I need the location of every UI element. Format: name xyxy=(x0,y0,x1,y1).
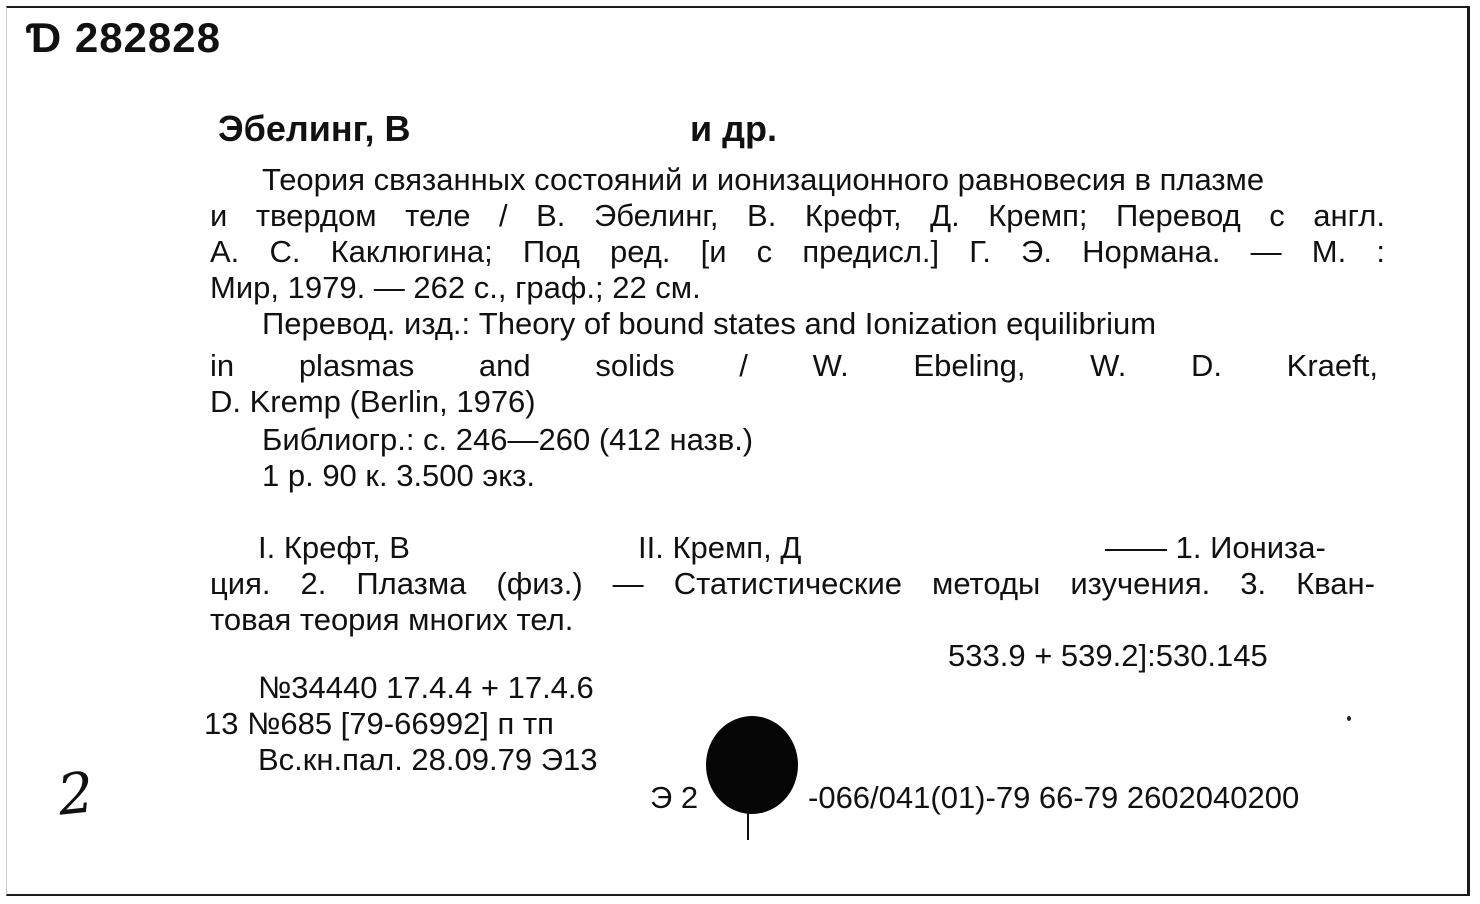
title-line-3: А. С. Каклюгина; Под ред. [и с предисл.] Г. Э. Нормана. — М. : xyxy=(210,234,1385,269)
code-line-3: Вс.кн.пал. 28.09.79 Э13 xyxy=(258,742,598,777)
handwritten-numeral: 2 xyxy=(54,760,97,829)
bottom-code-prefix: Э 2 xyxy=(650,780,699,815)
tracing-subject-start: —— 1. Иониза- xyxy=(1105,530,1326,565)
price-note: 1 р. 90 к. 3.500 экз. xyxy=(262,458,535,493)
original-title-line-2: in plasmas and solids / W. Ebeling, W. D. Kraeft, xyxy=(210,348,1378,383)
original-title-line-1: Перевод. изд.: Theory of bound states and Ionization equilibrium xyxy=(262,306,1157,341)
tracing-line-3: товая теория многих тел. xyxy=(210,602,574,637)
ink-blot xyxy=(706,716,798,814)
author-heading-suffix: и др. xyxy=(690,108,777,149)
bibliography-note: Библиогр.: с. 246—260 (412 назв.) xyxy=(262,422,754,457)
call-number: Ɗ 282828 xyxy=(26,14,221,61)
title-line-4: Мир, 1979. — 262 с., граф.; 22 см. xyxy=(210,270,701,305)
ink-speck xyxy=(1347,716,1351,721)
author-heading-name: Эбелинг, В xyxy=(218,108,411,149)
original-title-line-3: D. Kremp (Berlin, 1976) xyxy=(210,384,536,419)
title-line-2: и твердом теле / В. Эбелинг, В. Крефт, Д. Кремп; Перевод с англ. xyxy=(210,198,1385,233)
bottom-code-suffix: -066/041(01)-79 66-79 2602040200 xyxy=(808,780,1300,815)
tracing-author-1: I. Крефт, В xyxy=(258,530,410,565)
tracing-author-2: II. Кремп, Д xyxy=(638,530,802,565)
tracing-line-2: ция. 2. Плазма (физ.) — Статистические методы изучения. 3. Кван- xyxy=(210,566,1375,601)
code-line-2: 13 №685 [79-66992] п тп xyxy=(204,706,554,741)
title-line-1: Теория связанных состояний и ионизационного равновесия в плазме xyxy=(262,162,1265,197)
udc-index: 533.9 + 539.2]:530.145 xyxy=(948,638,1268,673)
ink-blot-tail xyxy=(747,810,749,840)
code-line-1: №34440 17.4.4 + 17.4.6 xyxy=(258,670,594,705)
